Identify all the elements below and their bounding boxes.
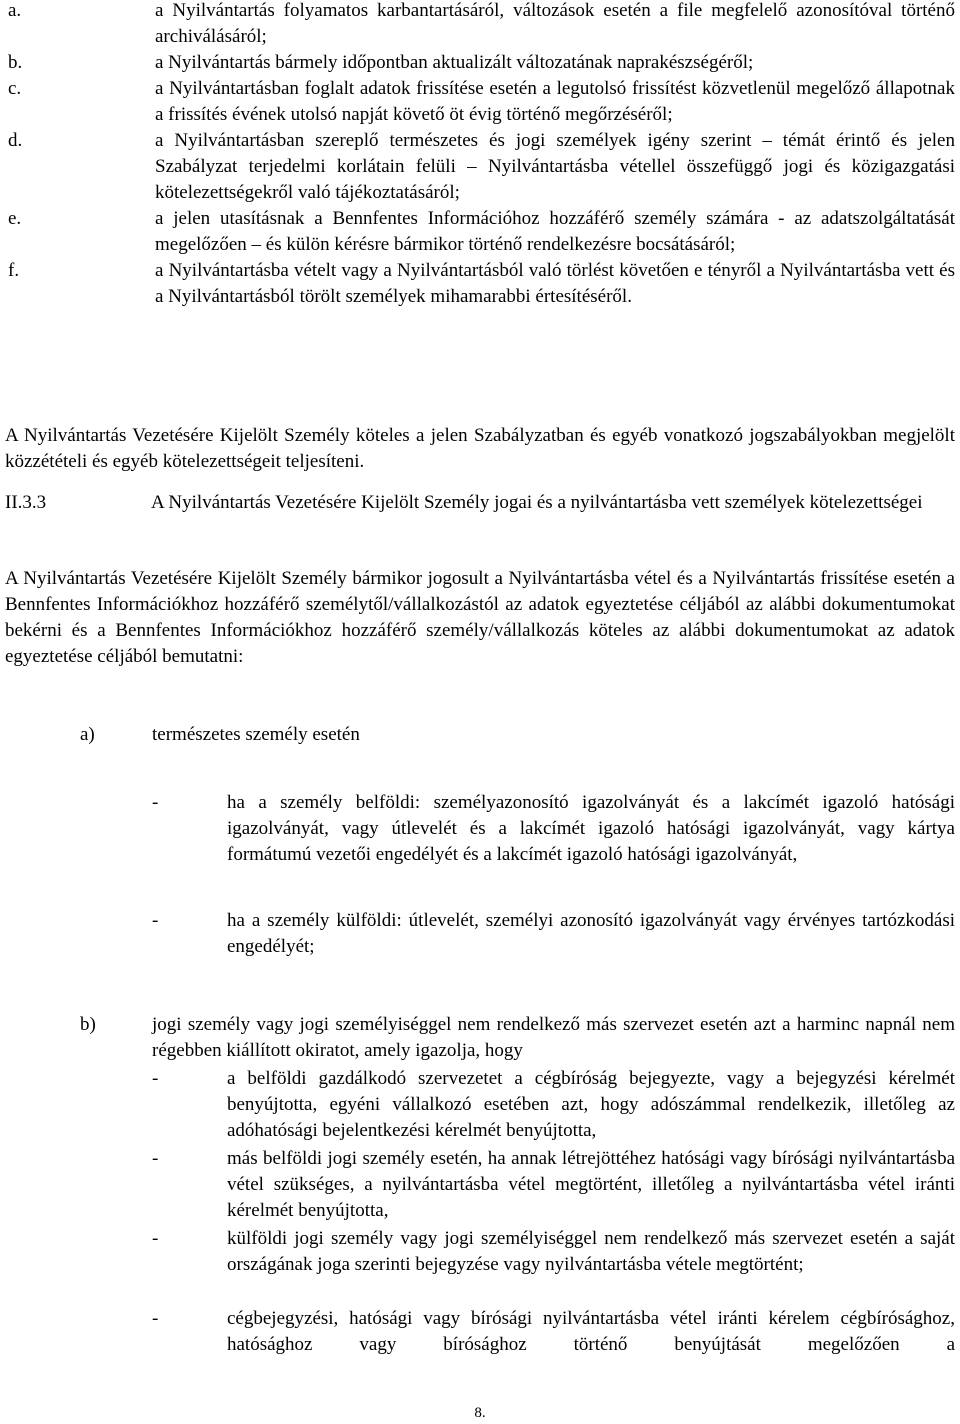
list-item-text: a Nyilvántartás folyamatos karbantartásáról, változások esetén a file megfelelő azonosítóval történő archiválásáról; [155,0,955,47]
list-marker: c. [8,78,22,99]
dash-item-text: cégbejegyzési, hatósági vagy bírósági nyilvántartásba vétel iránti kérelem cégbírósághoz, hatósághoz vagy bírósághoz történő benyújtását megelőzően a [227,1308,955,1355]
list-item [5,0,955,50]
page-number: 8. [474,1405,486,1421]
list-item [5,258,955,310]
dash-marker: - [152,910,159,931]
dash-marker: - [152,792,159,813]
dash-item [152,1306,955,1358]
list-item-text: a Nyilvántartásban szereplő természetes és jogi személyek igény szerint – témát érintő és jelen Szabályzat terjedelmi korlátain felüli – Nyilvántartásba vétellel összefüggő jogi és közigazgatási kötelezettségekről való tájékoztatásáról; [155,130,955,203]
list-item [5,128,955,206]
dash-marker: - [152,1068,159,1089]
subsection-text: jogi személy vagy jogi személyiséggel nem rendelkező más szervezet esetén azt a harminc napnál nem régebben kiállított okiratot, amely igazolja, hogy [152,1014,955,1061]
section-number: II.3.3 [5,492,47,513]
subsection-text: természetes személy esetén [152,724,360,745]
obligations-list [5,0,955,310]
dash-marker: - [152,1308,159,1329]
section-heading [5,490,955,516]
subsection-marker: b) [80,1014,96,1035]
dash-item-text: ha a személy külföldi: útlevelét, személyi azonosító igazolványát vagy érvényes tartózkodási engedélyét; [227,910,955,957]
subsection-a [80,722,955,748]
list-marker: f. [8,260,20,281]
list-item [5,206,955,258]
dash-item [152,1226,955,1278]
dash-item-text: külföldi jogi személy vagy jogi személyiséggel nem rendelkező más szervezet esetén a saját országának joga szerinti bejegyzése vagy nyilvántartásba vétele megtörtént; [227,1228,955,1275]
dash-item-text: ha a személy belföldi: személyazonosító igazolványát és a lakcímét igazoló hatósági igazolványát, vagy útlevelét és a lakcímét igazoló hatósági igazolványát, vagy kártya formátumú vezetői engedélyét és a lakcímét igazoló hatósági igazolványát, [227,792,955,865]
section-title: A Nyilvántartás Vezetésére Kijelölt Személy jogai és a nyilvántartásba vett személyek kötelezettségei [151,492,923,513]
list-item-text: a jelen utasításnak a Bennfentes Információhoz hozzáférő személy számára - az adatszolgáltatását megelőzően – és külön kérésre bármikor történő rendelkezésre bocsátásáról; [155,208,955,255]
paragraph-obligations: A Nyilvántartás Vezetésére Kijelölt Személy köteles a jelen Szabályzatban és egyéb vonatkozó jogszabályokban megjelölt közzétételi és egyéb kötelezettségeit teljesíteni. [5,425,955,472]
dash-marker: - [152,1148,159,1169]
dash-item [152,908,955,960]
list-marker: b. [8,52,23,73]
dash-item [152,1066,955,1144]
dash-item-text: más belföldi jogi személy esetén, ha annak létrejöttéhez hatósági vagy bírósági nyilvántartásba vétel szükséges, a nyilvántartásba vétel megtörtént, illetőleg a nyilvántartásba vétel iránti kérelmét benyújtotta, [227,1148,955,1221]
dash-marker: - [152,1228,159,1249]
list-marker: d. [8,130,23,151]
subsection-b [80,1012,955,1064]
list-item [5,50,955,76]
dash-item-text: a belföldi gazdálkodó szervezetet a cégbíróság bejegyezte, vagy a bejegyzési kérelmét benyújtotta, egyéni vállalkozó esetében azt, hogy adószámmal rendelkezik, illetőleg az adóhatósági bejelentkezési kérelmét benyújtotta, [227,1068,955,1141]
dash-item [152,790,955,868]
list-marker: e. [8,208,22,229]
list-item-text: a Nyilvántartás bármely időpontban aktualizált változatának naprakészségéről; [155,52,754,73]
list-marker: a. [8,0,22,21]
subsection-marker: a) [80,724,95,745]
dash-item [152,1146,955,1224]
paragraph-rights: A Nyilvántartás Vezetésére Kijelölt Személy bármikor jogosult a Nyilvántartásba vétel és a Nyilvántartás frissítése esetén a Bennfentes Információkhoz hozzáférő személytől/vállalkozástól az adatok egyeztetése céljából az alábbi dokumentumokat bekérni és a Bennfentes Információkhoz hozzáférő személy/vállalkozás köteles az alábbi dokumentumokat az adatok egyeztetése céljából bemutatni: [5,568,955,667]
list-item-text: a Nyilvántartásban foglalt adatok frissítése esetén a legutolsó frissítést közvetlenül megelőző állapotnak a frissítés évének utolsó napját követő öt évig történő megőrzéséről; [155,78,955,125]
list-item [5,76,955,128]
list-item-text: a Nyilvántartásba vételt vagy a Nyilvántartásból való törlést követően e tényről a Nyilvántartásba vett és a Nyilvántartásból törölt személyek mihamarabbi értesítéséről. [155,260,955,307]
